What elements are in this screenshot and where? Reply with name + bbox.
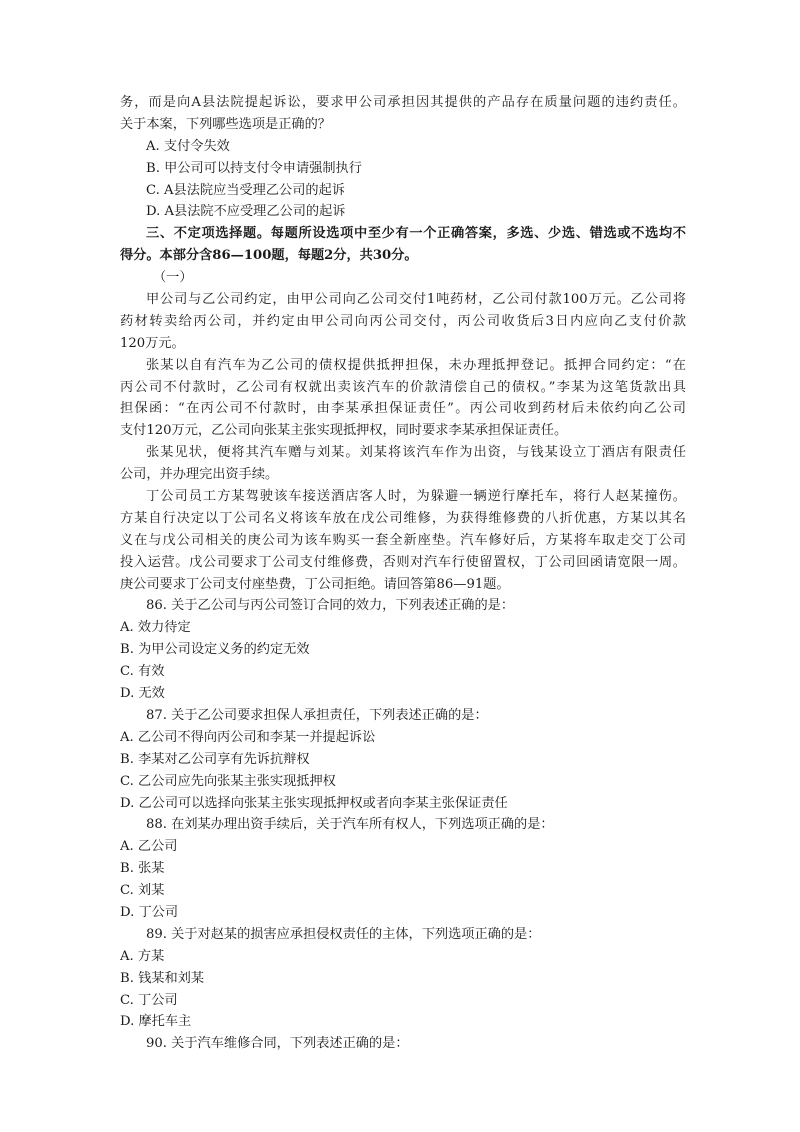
document-page <box>120 92 686 1055</box>
case-paragraph-3: 张某见状，便将其汽车赠与刘某。刘某将该汽车作为出资，与钱某设立丁酒店有限责任 <box>146 445 686 461</box>
question-87: 87. 关于乙公司要求担保人承担责任，下列表述正确的是： <box>146 707 488 723</box>
case-paragraph-4: 庚公司要求丁公司支付座垫费，丁公司拒绝。请回答第86—91题。 <box>120 576 510 592</box>
case-paragraph-2: 担保函：“在丙公司不付款时，由李某承担保证责任”。丙公司收到药材后未依约向乙公司 <box>120 401 686 417</box>
option-b: B. 李某对乙公司享有先诉抗辩权 <box>120 751 310 767</box>
option-c: C. 乙公司应先向张某主张实现抵押权 <box>120 773 336 789</box>
option-b: B. 张某 <box>120 861 165 877</box>
question-90: 90. 关于汽车维修合同，下列表述正确的是： <box>146 1036 409 1052</box>
option-a: A. 效力待定 <box>120 620 191 636</box>
question-stem: 关于本案，下列哪些选项是正确的？ <box>120 116 331 132</box>
option-b: B. 钱某和刘某 <box>120 970 205 986</box>
option-d: D. 摩托车主 <box>120 1014 192 1030</box>
question-89: 89. 关于对赵某的损害应承担侵权责任的主体，下列选项正确的是： <box>146 926 541 942</box>
option-d: D. 无效 <box>120 686 165 702</box>
option-c: C. 有效 <box>120 664 165 680</box>
case-paragraph-1: 120万元。 <box>120 335 185 351</box>
subsection-number: （一） <box>153 270 193 286</box>
option-d: D. 丁公司 <box>120 904 179 920</box>
option-d: D. A县法院不应受理乙公司的起诉 <box>146 204 346 220</box>
case-paragraph-4: 丁公司员工方某驾驶该车接送酒店客人时，为躲避一辆逆行摩托车，将行人赵某撞伤。 <box>146 489 686 505</box>
case-paragraph-2: 支付120万元，乙公司向张某主张实现抵押权，同时要求李某承担保证责任。 <box>120 423 568 439</box>
case-paragraph-2: 张某以自有汽车为乙公司的债权提供抵押担保，未办理抵押登记。抵押合同约定：“在 <box>146 357 686 373</box>
question-86: 86. 关于乙公司与丙公司签订合同的效力，下列表述正确的是： <box>146 598 515 614</box>
option-a: A. 乙公司 <box>120 839 178 855</box>
option-b: B. 甲公司可以持支付令申请强制执行 <box>146 160 362 176</box>
case-paragraph-4: 投入运营。戊公司要求丁公司支付维修费，否则对汽车行使留置权，丁公司回函请宽限一周。 <box>120 554 686 570</box>
option-c: C. 丁公司 <box>120 992 178 1008</box>
option-d: D. 乙公司可以选择向张某主张实现抵押权或者向李某主张保证责任 <box>120 795 508 811</box>
option-c: C. A县法院应当受理乙公司的起诉 <box>146 182 345 198</box>
case-paragraph-2: 丙公司不付款时，乙公司有权就出卖该汽车的价款清偿自己的债权。”李某为这笔货款出具 <box>120 379 686 395</box>
section-heading: 三、不定项选择题。每题所设选项中至少有一个正确答案，多选、少选、错选或不选均不 <box>146 226 686 242</box>
section-heading-cont: 得分。本部分含86—100题，每题2分，共30分。 <box>120 248 418 264</box>
case-paragraph-1: 甲公司与乙公司约定，由甲公司向乙公司交付1吨药材，乙公司付款100万元。乙公司将 <box>146 292 686 308</box>
option-a: A. 乙公司不得向丙公司和李某一并提起诉讼 <box>120 729 376 745</box>
option-a: A. 方某 <box>120 948 165 964</box>
question-88: 88. 在刘某办理出资手续后，关于汽车所有权人，下列选项正确的是： <box>146 817 554 833</box>
case-paragraph-1: 药材转卖给丙公司，并约定由甲公司向丙公司交付，丙公司收货后3日内应向乙支付价款 <box>120 313 686 329</box>
case-paragraph-4: 义在与戊公司相关的庚公司为该车购买一套全新座垫。汽车修好后，方某将车取走交丁公司 <box>120 532 686 548</box>
case-paragraph-3: 公司，并办理完出资手续。 <box>120 467 279 483</box>
option-c: C. 刘某 <box>120 883 165 899</box>
option-b: B. 为甲公司设定义务的约定无效 <box>120 642 310 658</box>
text-line: 务，而是向A县法院提起诉讼，要求甲公司承担因其提供的产品存在质量问题的违约责任。 <box>120 95 686 110</box>
case-paragraph-4: 方某自行决定以丁公司名义将该车放在戊公司维修，为获得维修费的八折优惠，方某以其名 <box>120 510 686 526</box>
option-a: A. 支付令失效 <box>146 138 230 154</box>
